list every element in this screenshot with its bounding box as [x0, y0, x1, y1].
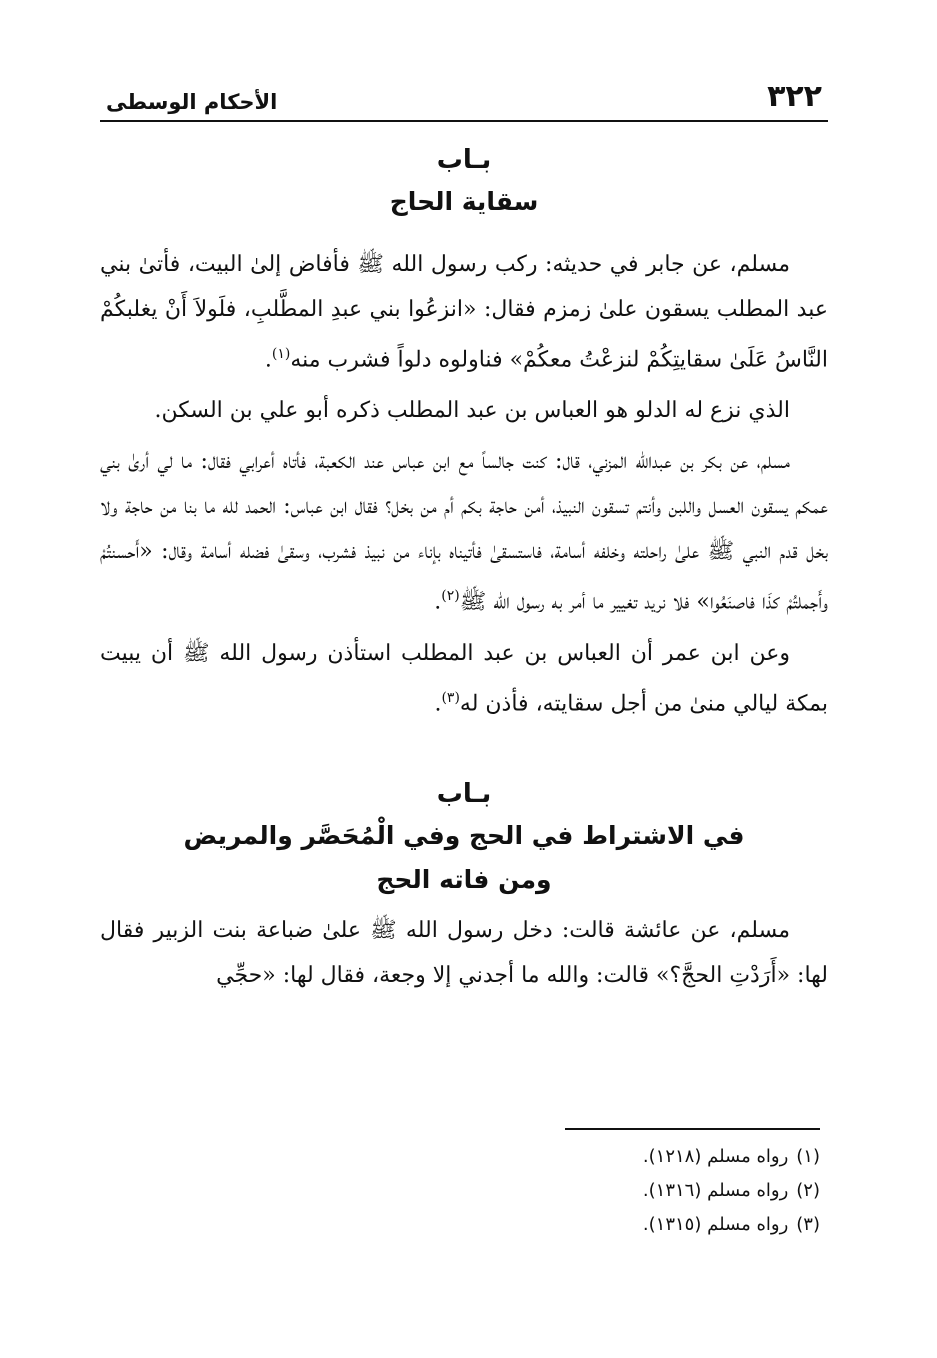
running-header [100, 78, 828, 122]
chapter-title-line-2: ومن فاته الحج [376, 864, 552, 894]
footnote-divider [565, 1128, 820, 1130]
chapter-label: بـاب [436, 145, 492, 175]
chapter-label: بـاب [436, 778, 492, 809]
hadith-paragraph: وعن ابن عمر أن العباس بن عبد المطلب استأذن رسول الله ﷺ أن يبيت بمكة ليالي منىٰ من أجل سقايته، فأذن له$^{(٣)}$. [100, 640, 828, 716]
hadith-paragraph: مسلم، عن جابر في حديثه: ركب رسول الله ﷺ فأفاض إلىٰ البيت، فأتىٰ بني عبد المطلب يسقون علىٰ زمزم فقال: «انزعُوا بني عبدِ المطَّلبِ، فلَولاَ أَنْ يغلبكُمْ النَّاسُ عَلَىٰ سقايتِكُمْ لنزعْتُ معكُمْ» فناولوه دلواً فشرب منه$^{(١)}$. [100, 252, 828, 373]
book-title: الأحكام الوسطى [106, 90, 278, 114]
footnote-mark: (١) [271, 346, 291, 362]
page-body [100, 78, 828, 998]
hadith-paragraph: مسلم، عن بكر بن عبدالله المزني، قال: كنت جالساً مع ابن عباس عند الكعبة، فأتاه أعرابي فقال: ما لي أرىٰ بني عمكم يسقون العسل واللبن وأنتم تسقون النبيذ، أمن حاجة بكم أم من بخل؟ فقال ابن عباس: الحمد لله ما بنا من حاجة ولا بخل قدم النبي ﷺ علىٰ راحلته وخلفه أسامة، فاستسقىٰ فأتيناه بإناء من نبيذ فشرب، وسقىٰ فضله أسامة وقال: «أَحسنتُمْ وأَجملتُمْ كذَا فاصنَعُوا» فلا نريد تغيير ما أمر به رسول الله ﷺ$^{(٢)}$. [100, 449, 828, 615]
hadith-paragraph: مسلم، عن عائشة قالت: دخل رسول الله ﷺ علىٰ ضباعة بنت الزبير فقال لها: «أَرَدْتِ الحجَّ؟» قالت: والله ما أجدني إلا وجعة، فقال لها: «حجِّي [100, 917, 828, 988]
commentary-paragraph: الذي نزع له الدلو هو العباس بن عبد المطلب ذكره أبو علي بن السكن. [154, 398, 790, 424]
footnote-1: (١)رواه مسلم (١٢١٨). [642, 1146, 820, 1167]
chapter-heading [100, 774, 828, 902]
footnotes [100, 1128, 820, 1242]
chapter-title: سقاية الحاج [389, 187, 539, 216]
footnote-mark: (٢) [441, 588, 460, 605]
section-ishtirat [100, 774, 828, 998]
footnote-2: (٢)رواه مسلم (١٣١٦). [642, 1180, 820, 1201]
footnote-mark: (٣) [441, 689, 460, 706]
page-number: ٣٢٢ [767, 79, 822, 114]
footnote-3: (٣)رواه مسلم (١٣١٥). [642, 1214, 820, 1235]
section-siqaya [100, 140, 828, 726]
chapter-title-line-1: في الاشتراط في الحج وفي الْمُحَصَّر والمريض [183, 820, 745, 850]
